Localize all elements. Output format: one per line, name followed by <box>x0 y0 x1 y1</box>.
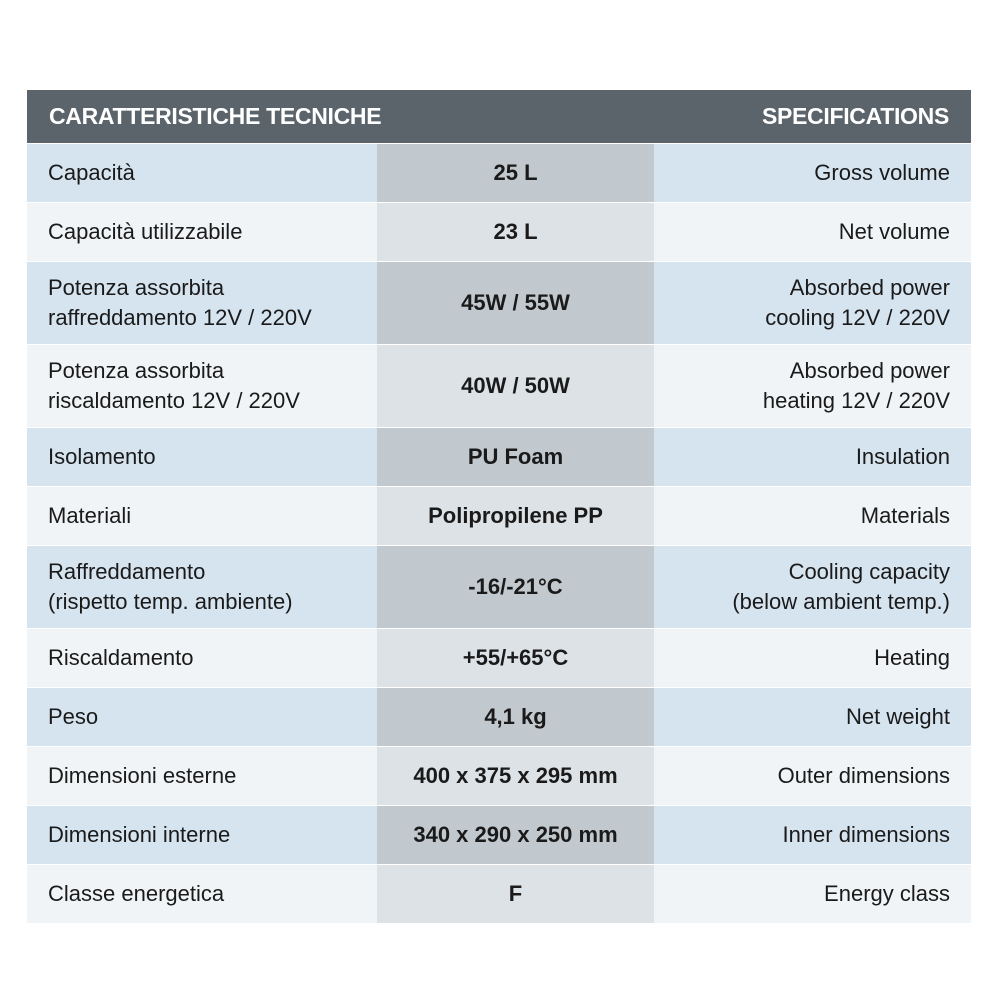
italian-label-line: Potenza assorbita <box>48 358 225 383</box>
italian-label-line: Raffreddamento <box>48 559 206 584</box>
value-cell <box>377 546 654 628</box>
italian-label-line: Dimensioni esterne <box>48 763 237 788</box>
italian-label-cell <box>27 345 377 427</box>
value-cell <box>377 144 654 202</box>
english-label-line: Materials <box>860 503 950 528</box>
italian-label-line: riscaldamento 12V / 220V <box>48 388 300 413</box>
table-row <box>27 805 971 864</box>
italian-label-cell <box>27 428 377 486</box>
english-label-cell <box>654 487 971 545</box>
value-cell <box>377 865 654 923</box>
english-label-line: Absorbed power <box>789 358 950 383</box>
english-label-cell <box>654 345 971 427</box>
english-label-cell <box>654 203 971 261</box>
table-row <box>27 545 971 628</box>
spec-value: 25 L <box>493 160 538 185</box>
italian-label-cell <box>27 688 377 746</box>
italian-label-line: raffreddamento 12V / 220V <box>48 305 312 330</box>
value-cell <box>377 806 654 864</box>
english-label-line: Gross volume <box>814 160 950 185</box>
italian-label-cell <box>27 629 377 687</box>
value-cell <box>377 629 654 687</box>
header-title-italian: CARATTERISTICHE TECNICHE <box>49 103 382 129</box>
italian-label-cell <box>27 144 377 202</box>
spec-value: 340 x 290 x 250 mm <box>413 822 618 847</box>
table-row <box>27 486 971 545</box>
italian-label-line: Dimensioni interne <box>48 822 231 847</box>
value-cell <box>377 747 654 805</box>
table-row <box>27 427 971 486</box>
table-row <box>27 344 971 427</box>
english-label-cell <box>654 865 971 923</box>
english-label-line: (below ambient temp.) <box>732 589 950 614</box>
english-label-line: Net volume <box>838 219 950 244</box>
italian-label-cell <box>27 546 377 628</box>
italian-label-cell <box>27 806 377 864</box>
table-row <box>27 628 971 687</box>
english-label-cell <box>654 806 971 864</box>
english-label-line: Absorbed power <box>789 275 950 300</box>
table-body <box>27 143 971 923</box>
spec-value: 4,1 kg <box>484 704 547 729</box>
english-label-line: Net weight <box>846 704 950 729</box>
english-label-cell <box>654 688 971 746</box>
spec-value: 40W / 50W <box>461 373 570 398</box>
italian-label-line: Isolamento <box>48 444 156 469</box>
spec-value: PU Foam <box>467 444 564 469</box>
italian-label-line: Riscaldamento <box>48 645 194 670</box>
english-label-cell <box>654 629 971 687</box>
italian-label-cell <box>27 203 377 261</box>
value-cell <box>377 688 654 746</box>
spec-value: +55/+65°C <box>462 645 569 670</box>
table-row <box>27 746 971 805</box>
english-label-line: Outer dimensions <box>777 763 950 788</box>
value-cell <box>377 428 654 486</box>
italian-label-line: Peso <box>48 704 99 729</box>
italian-label-line: Capacità utilizzabile <box>48 219 243 244</box>
english-label-line: Heating <box>874 645 950 670</box>
english-label-cell <box>654 428 971 486</box>
spec-value: F <box>508 881 523 906</box>
value-cell <box>377 262 654 344</box>
spec-value: 400 x 375 x 295 mm <box>413 763 618 788</box>
english-label-line: cooling 12V / 220V <box>765 305 950 330</box>
english-label-line: Insulation <box>855 444 950 469</box>
english-label-cell <box>654 546 971 628</box>
english-label-line: Inner dimensions <box>782 822 950 847</box>
table-row <box>27 261 971 344</box>
value-cell <box>377 345 654 427</box>
header-title-english: SPECIFICATIONS <box>761 103 949 129</box>
spec-value: 45W / 55W <box>461 290 570 315</box>
spec-value: -16/-21°C <box>468 574 563 599</box>
spec-value: 23 L <box>493 219 538 244</box>
spec-table <box>27 90 971 923</box>
table-row <box>27 143 971 202</box>
english-label-cell <box>654 262 971 344</box>
english-label-line: heating 12V / 220V <box>762 388 950 413</box>
value-cell <box>377 203 654 261</box>
italian-label-line: Capacità <box>48 160 135 185</box>
english-label-cell <box>654 144 971 202</box>
italian-label-line: Materiali <box>48 503 132 528</box>
table-header <box>27 90 971 143</box>
spec-value: Polipropilene PP <box>428 503 603 528</box>
table-row <box>27 202 971 261</box>
table-row <box>27 864 971 923</box>
italian-label-line: Classe energetica <box>48 881 225 906</box>
english-label-line: Energy class <box>824 881 950 906</box>
english-label-cell <box>654 747 971 805</box>
italian-label-cell <box>27 865 377 923</box>
italian-label-cell <box>27 487 377 545</box>
english-label-line: Cooling capacity <box>788 559 950 584</box>
table-row <box>27 687 971 746</box>
italian-label-cell <box>27 747 377 805</box>
italian-label-line: Potenza assorbita <box>48 275 225 300</box>
value-cell <box>377 487 654 545</box>
italian-label-cell <box>27 262 377 344</box>
italian-label-line: (rispetto temp. ambiente) <box>48 589 293 614</box>
